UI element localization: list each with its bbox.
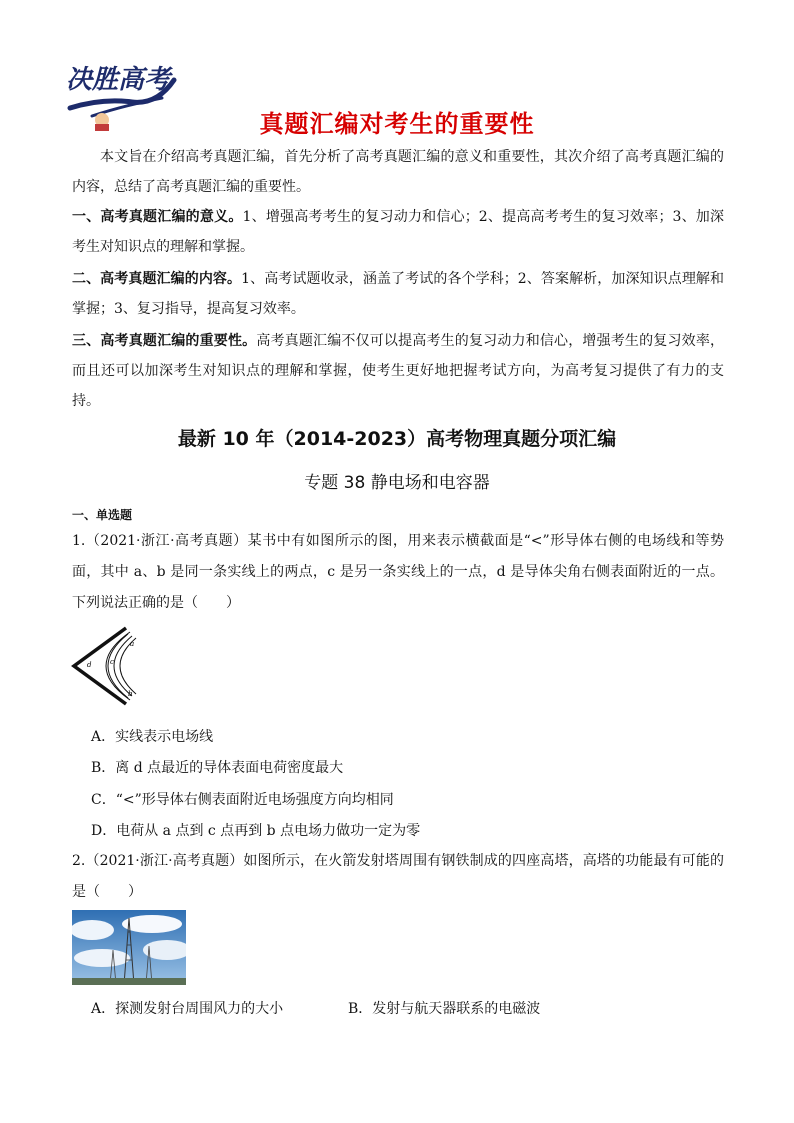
- logo-text: 决胜高考: [66, 65, 171, 95]
- point-3: [72, 326, 724, 416]
- point-3-heading: 三、高考真题汇编的重要性。: [72, 333, 257, 349]
- question-1-figure: [70, 622, 150, 708]
- label-d: d: [87, 661, 92, 669]
- point-1: [72, 202, 724, 262]
- question-2-photo: [72, 910, 186, 985]
- q1-option-b: B．离 d 点最近的导体表面电荷密度最大: [91, 760, 344, 776]
- q1-option-d: D．电荷从 a 点到 c 点再到 b 点电场力做功一定为零: [91, 823, 421, 839]
- point-2: [72, 264, 724, 324]
- q2-option-b: B．发射与航天器联系的电磁波: [348, 1001, 541, 1017]
- q1-option-c: C．“<”形导体右侧表面附近电场强度方向均相同: [91, 792, 394, 808]
- main-title: 最新 10 年（2014-2023）高考物理真题分项汇编: [177, 428, 617, 450]
- section-heading: 一、单选题: [72, 508, 133, 522]
- point-2-text: 1、高考试题收录，涵盖了考试的各个学科；2、答案解析，加深知识点理解和掌握；3、复习指导，提高复习效率。: [72, 271, 725, 317]
- q2-option-a: A．探测发射台周围风力的大小: [91, 1001, 284, 1017]
- label-a: a: [130, 640, 135, 648]
- point-2-heading: 二、高考真题汇编的内容。: [72, 271, 242, 287]
- banner-title: 真题汇编对考生的重要性: [259, 110, 535, 138]
- point-1-heading: 一、高考真题汇编的意义。: [72, 209, 243, 225]
- question-2-stem: 2.（2021·浙江·高考真题）如图所示，在火箭发射塔周围有钢铁制成的四座高塔，高塔的功能最有可能的是（ ）: [72, 853, 724, 900]
- question-1-stem: 1.（2021·浙江·高考真题）某书中有如图所示的图，用来表示横截面是“<”形导体右侧的电场线和等势面，其中 a、b 是同一条实线上的两点，c 是另一条实线上的一点，d 是导体尖角右侧表面附近的一点。下列说法正确的是（ ）: [72, 533, 724, 611]
- label-b: b: [128, 690, 133, 698]
- point-1-text: 1、增强高考考生的复习动力和信心；2、提高高考考生的复习效率；3、加深考生对知识点的理解和掌握。: [72, 209, 724, 255]
- q1-option-a: A．实线表示电场线: [91, 729, 214, 745]
- intro-paragraph: 本文旨在介绍高考真题汇编，首先分析了高考真题汇编的意义和重要性，其次介绍了高考真题汇编的内容，总结了高考真题汇编的重要性。: [72, 149, 724, 195]
- label-c: c: [110, 658, 114, 666]
- point-3-text: 高考真题汇编不仅可以提高考生的复习动力和信心，增强考生的复习效率，而且还可以加深考生对知识点的理解和掌握，使考生更好地把握考试方向，为高考复习提供了有力的支持。: [72, 333, 724, 409]
- sub-title: 专题 38 静电场和电容器: [304, 473, 490, 493]
